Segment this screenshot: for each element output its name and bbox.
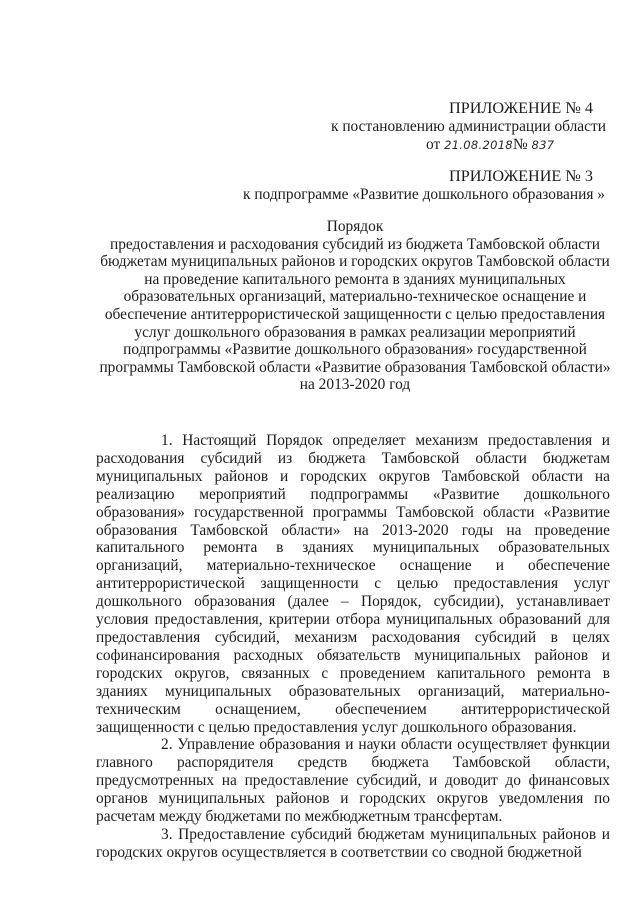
appendix-4-label: ПРИЛОЖЕНИЕ № 4	[449, 99, 593, 117]
decree-date-number-line	[426, 136, 554, 155]
document-title	[96, 218, 614, 394]
handwritten-date: 21.08.2018	[444, 138, 513, 152]
title-line: услуг дошкольного образования в рамках реализации мероприятий	[134, 323, 576, 341]
number-sign: №	[512, 136, 528, 153]
title-line: обеспечение антитеррористической защищенности с целью предоставления	[104, 305, 606, 323]
decree-reference: к постановлению администрации области	[331, 118, 606, 135]
title-line: образовательных организаций, материально-техническое оснащение и	[123, 288, 587, 306]
title-line: бюджетам муниципальных районов и городских округов Тамбовской области	[100, 253, 610, 271]
title-line: на 2013-2020 год	[299, 376, 411, 394]
appendix-3-label: ПРИЛОЖЕНИЕ № 3	[449, 167, 593, 185]
title-line: подпрограммы «Развитие дошкольного образования» государственной	[123, 341, 587, 359]
from-prefix: от	[426, 136, 441, 153]
document-body	[96, 432, 610, 862]
title-line: программы Тамбовской области «Развитие образования Тамбовской области»	[99, 358, 611, 376]
paragraph-1: 1. Настоящий Порядок определяет механизм предоставления и расходования субсидий из бюджета Тамбовской области бюджетам муниципальных районов и городских округов Тамбовской области на реализацию мероприятий подпрограммы «Развитие дошкольного образования» государственной программы Тамбовской области «Развитие образования Тамбовской области» на 2013-2020 годы на проведение капитального ремонта в зданиях муниципальных образовательных организаций, материально-техническое оснащение и обеспечение антитеррористической защищенности с целью предоставления услуг дошкольного образования (далее – Порядок, субсидии), устанавливает условия предоставления, критерии отбора муниципальных образований для предоставления субсидий, механизм расходования субсидий в целях софинансирования расходных обязательств муниципальных районов и городских округов, связанных с проведением капитального ремонта в зданиях муниципальных образовательных организаций, материально-техническим оснащением, обеспечением антитеррористической защищенности с целью предоставления услуг дошкольного образования.	[96, 432, 610, 736]
paragraph-2: 2. Управление образования и науки области осуществляет функции главного распорядителя средств бюджета Тамбовской области, предусмотренных на предоставление субсидий, и доводит до финансовых органов муниципальных районов и городских округов уведомления по расчетам между бюджетами по межбюджетным трансфертам.	[96, 736, 610, 826]
subprogram-reference: к подпрограмме «Развитие дошкольного образования »	[243, 186, 605, 203]
title-line: на проведение капитального ремонта в зданиях муниципальных	[144, 270, 566, 288]
handwritten-number: 837	[531, 138, 555, 152]
title-line: предоставления и расходования субсидий из бюджета Тамбовской области	[109, 235, 601, 253]
title-heading: Порядок	[326, 218, 384, 235]
paragraph-3: 3. Предоставление субсидий бюджетам муниципальных районов и городских округов осуществляется в соответствии со сводной бюджетной	[96, 825, 610, 861]
